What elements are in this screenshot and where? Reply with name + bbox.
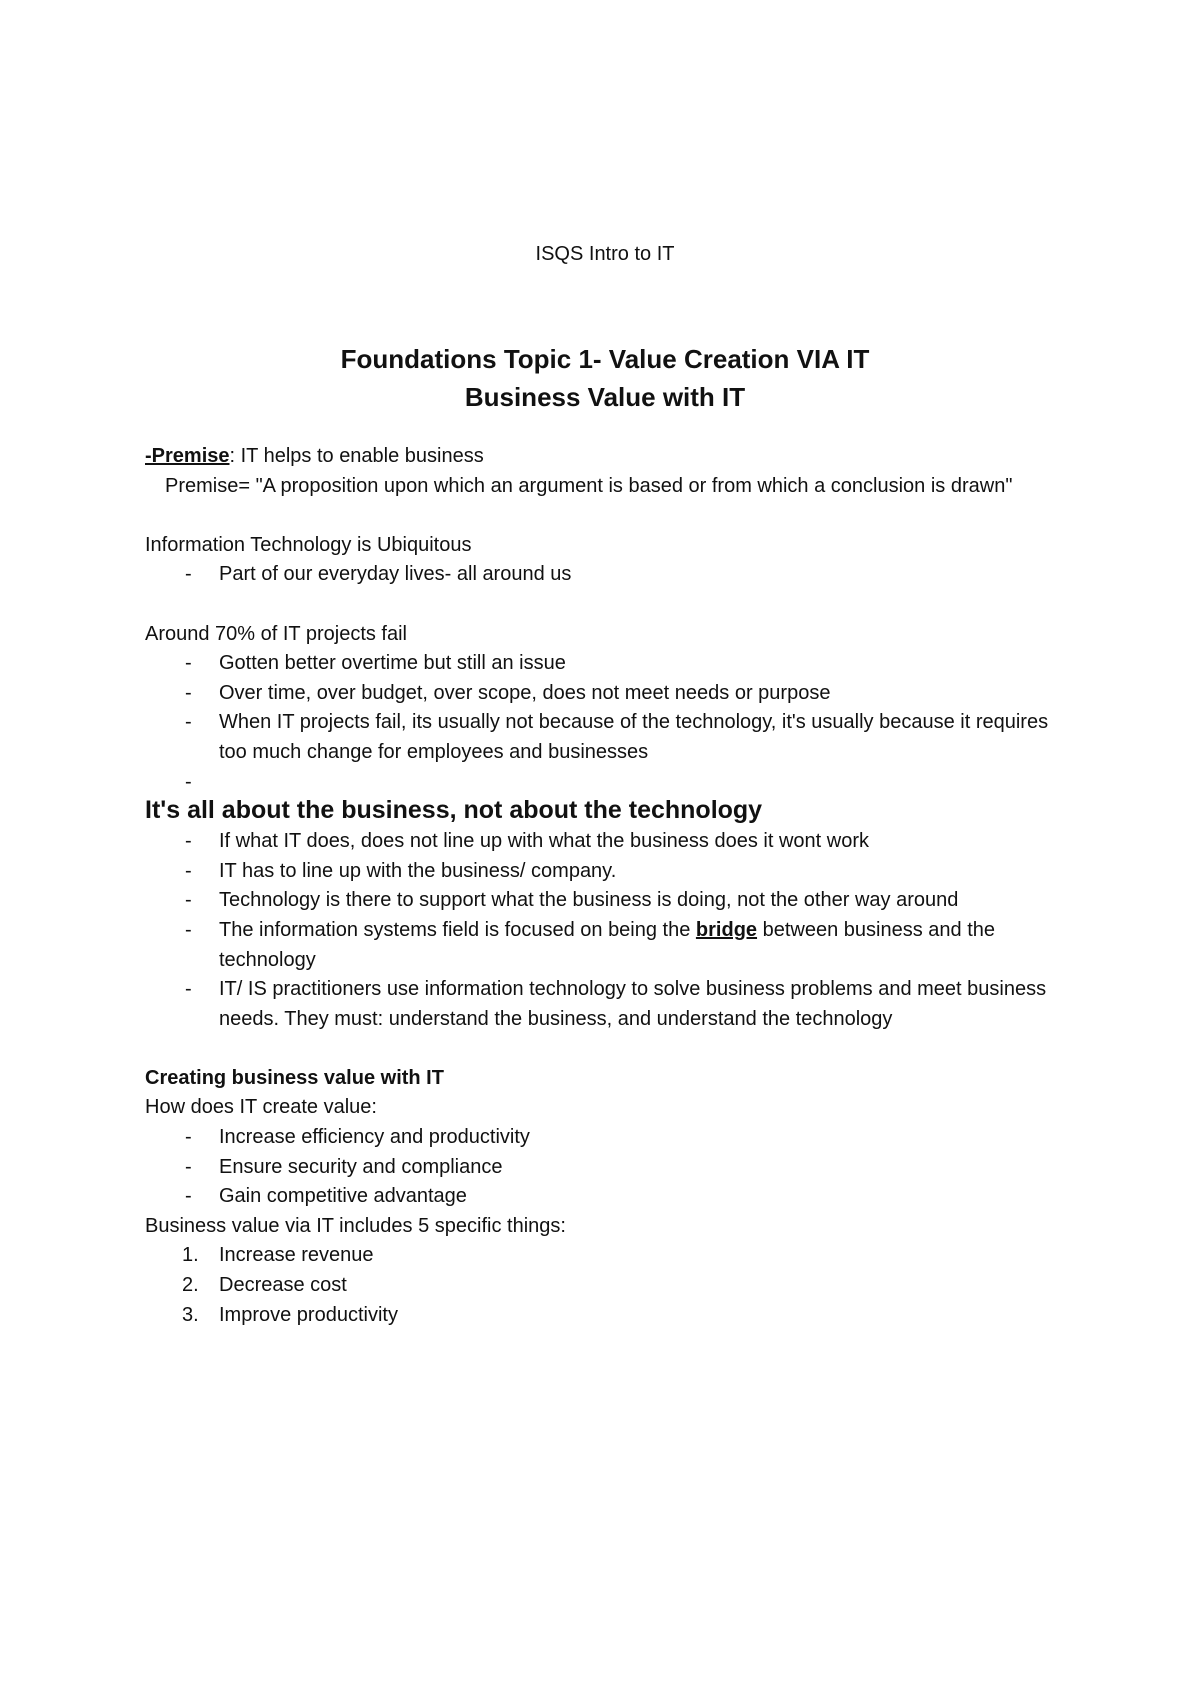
numbered-item: 2. Decrease cost	[145, 1271, 1065, 1301]
list-item: - When IT projects fail, its usually not because of the technology, it's usually because it requires too much change for employees and businesses	[145, 708, 1065, 767]
list-item: - Gain competitive advantage	[145, 1182, 1065, 1212]
bullet-marker: -	[185, 563, 192, 586]
bullet-marker: -	[185, 830, 192, 853]
bullet-marker: -	[185, 1155, 192, 1178]
bullet-marker: -	[185, 681, 192, 704]
creating-question: How does IT create value:	[145, 1096, 377, 1119]
bullet-marker: -	[185, 918, 192, 941]
creating-list	[145, 1123, 1065, 1212]
list-item: - Technology is there to support what the business is doing, not the other way around	[145, 886, 1065, 916]
list-item: - IT/ IS practitioners use information technology to solve business problems and meet business needs. They must: understand the business, and understand the technology	[145, 975, 1065, 1034]
numbered-item: 1. Increase revenue	[145, 1241, 1065, 1271]
item-number: 2.	[182, 1274, 199, 1297]
ubiquitous-list	[145, 560, 1065, 590]
list-item: - Part of our everyday lives- all around us	[145, 560, 1065, 590]
bullet-marker: -	[185, 711, 192, 734]
business-list	[145, 827, 1065, 1034]
item-number: 1.	[182, 1244, 199, 1267]
premise-label: -Premise	[145, 445, 230, 467]
numbered-list	[145, 1241, 1065, 1330]
list-item: - Gotten better overtime but still an issue	[145, 649, 1065, 679]
list-item: - The information systems field is focused on being the bridge between business and the technology	[145, 916, 1065, 975]
premise-definition: Premise= "A proposition upon which an argument is based or from which a conclusion is drawn"	[165, 474, 1013, 497]
projects-heading: Around 70% of IT projects fail	[145, 622, 407, 645]
projects-list	[145, 649, 1065, 797]
bridge-keyword: bridge	[695, 918, 758, 941]
bullet-marker: -	[185, 889, 192, 912]
bullet-marker: -	[185, 770, 192, 793]
premise-text: : IT helps to enable business	[229, 445, 484, 467]
list-item: - Ensure security and compliance	[145, 1153, 1065, 1183]
course-name: ISQS Intro to IT	[535, 243, 675, 265]
title-block	[145, 340, 1065, 416]
page-subtitle: Business Value with IT	[464, 382, 746, 412]
bullet-marker: -	[185, 978, 192, 1001]
business-heading: It's all about the business, not about the technology	[145, 796, 763, 825]
page-title: Foundations Topic 1- Value Creation VIA IT	[340, 344, 870, 374]
list-item: - Increase efficiency and productivity	[145, 1123, 1065, 1153]
list-item: - Over time, over budget, over scope, does not meet needs or purpose	[145, 679, 1065, 709]
list-item-empty	[145, 768, 1065, 798]
list-intro: Business value via IT includes 5 specific things:	[145, 1214, 566, 1237]
bullet-marker: -	[185, 1185, 192, 1208]
list-item: - IT has to line up with the business/ company.	[145, 857, 1065, 887]
body-block	[145, 442, 1065, 1330]
premise-line	[145, 442, 1065, 472]
numbered-item: 3. Improve productivity	[145, 1301, 1065, 1331]
creating-heading: Creating business value with IT	[145, 1066, 444, 1089]
list-item: - If what IT does, does not line up with what the business does it wont work	[145, 827, 1065, 857]
ubiquitous-heading: Information Technology is Ubiquitous	[145, 533, 472, 556]
item-number: 3.	[182, 1303, 199, 1326]
bullet-marker: -	[185, 1126, 192, 1149]
bullet-marker: -	[185, 652, 192, 675]
bullet-marker: -	[185, 859, 192, 882]
